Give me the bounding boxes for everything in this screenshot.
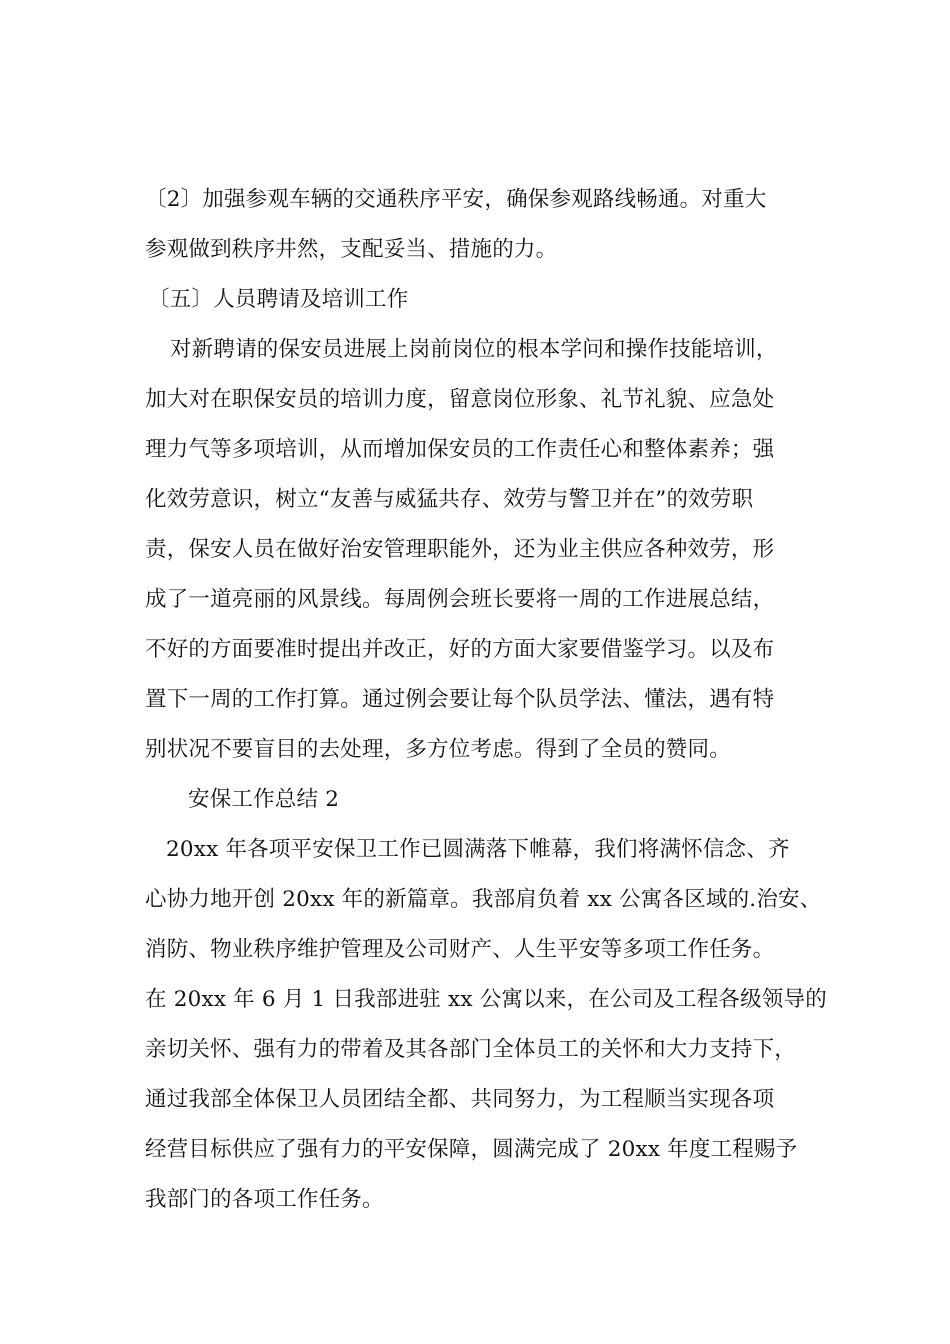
section-heading: 〔五〕人员聘请及培训工作 xyxy=(148,287,409,312)
paragraph-line: 别状况不要盲目的去处理，多方位考虑。得到了全员的赞同。 xyxy=(145,737,731,762)
paragraph-line: 在 20xx 年 6 月 1 日我部进驻 xx 公寓以来，在公司及工程各级领导的 xyxy=(145,987,827,1012)
paragraph-line: 责，保安人员在做好治安管理职能外，还为业主供应各种效劳，形 xyxy=(145,537,775,562)
paragraph-line: 化效劳意识，树立“友善与威猛共存、效劳与警卫并在”的效劳职 xyxy=(145,487,754,512)
paragraph-line: 消防、物业秩序维护管理及公司财产、人生平安等多项工作任务。 xyxy=(145,937,775,962)
paragraph-line: 经营目标供应了强有力的平安保障，圆满完成了 20xx 年度工程赐予 xyxy=(145,1137,798,1162)
paragraph-line: 亲切关怀、强有力的带着及其各部门全体员工的关怀和大力支持下， xyxy=(145,1037,797,1062)
section-title: 安保工作总结 2 xyxy=(188,787,340,812)
paragraph-line: 心协力地开创 20xx 年的新篇章。我部肩负着 xx 公寓各区域的.治安、 xyxy=(145,887,822,912)
paragraph-line: 参观做到秩序井然，支配妥当、措施的力。 xyxy=(145,237,558,262)
paragraph-line: 20xx 年各项平安保卫工作已圆满落下帷幕，我们将满怀信念、齐 xyxy=(166,837,790,862)
paragraph-line: 我部门的各项工作任务。 xyxy=(145,1187,384,1212)
paragraph-line: 理力气等多项培训，从而增加保安员的工作责任心和整体素养；强 xyxy=(145,437,775,462)
paragraph-line: 不好的方面要准时提出并改正，好的方面大家要借鉴学习。以及布 xyxy=(145,637,775,662)
paragraph-line: 置下一周的工作打算。通过例会要让每个队员学法、懂法，遇有特 xyxy=(145,687,775,712)
paragraph-line: 成了一道亮丽的风景线。每周例会班长要将一周的工作进展总结， xyxy=(145,587,775,612)
paragraph-line: 通过我部全体保卫人员团结全都、共同努力，为工程顺当实现各项 xyxy=(145,1087,775,1112)
paragraph-line: 加大对在职保安员的培训力度，留意岗位形象、礼节礼貌、应急处 xyxy=(145,387,775,412)
paragraph-line: 〔2〕加强参观车辆的交通秩序平安，确保参观路线畅通。对重大 xyxy=(145,187,767,212)
paragraph-line: 对新聘请的保安员进展上岗前岗位的根本学问和操作技能培训， xyxy=(170,337,778,362)
